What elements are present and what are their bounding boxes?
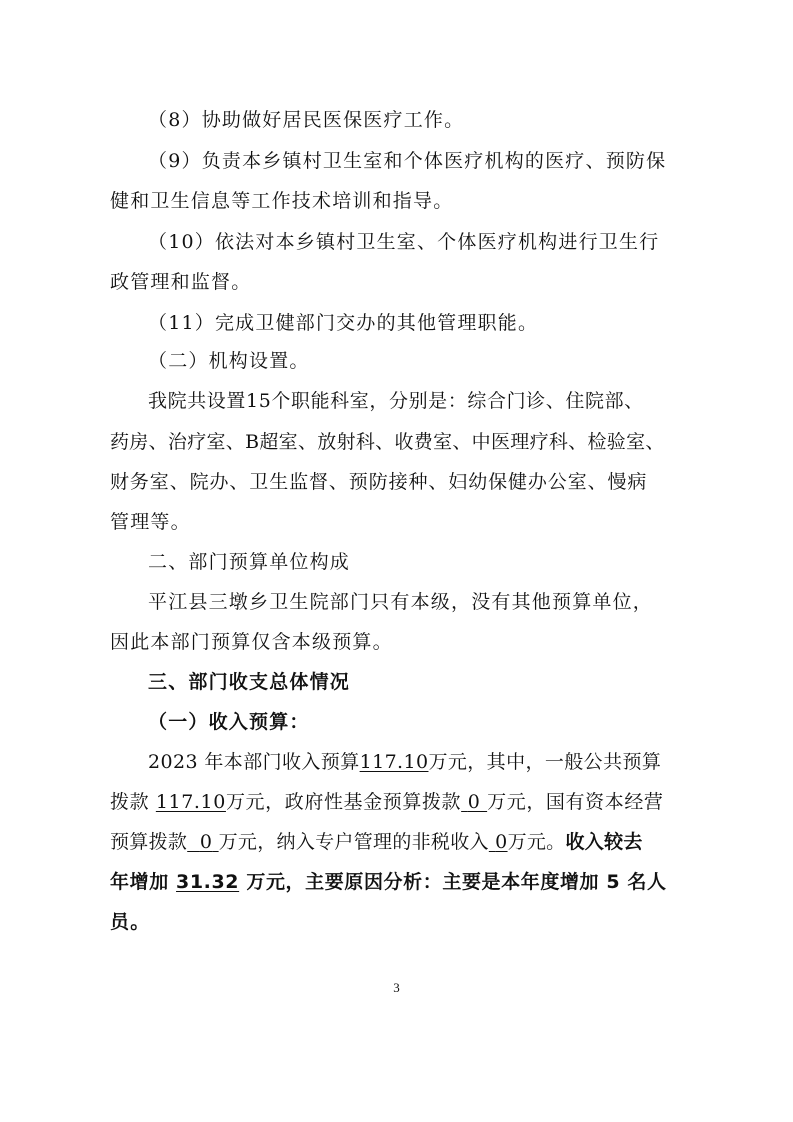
budget-value: 117.10 [155,791,226,813]
text-line: 政管理和监督。 [110,271,252,293]
budget-line [148,750,728,774]
budget-value: 0 [199,831,213,853]
text-line: （8）协助做好居民医保医疗工作。 [148,109,465,131]
text-line: （11）完成卫健部门交办的其他管理职能。 [148,312,539,334]
budget-value: 0 [467,791,481,813]
budget-text: 预算拨款 [110,831,188,853]
section-heading: （一）收入预算： [148,711,310,733]
budget-conclusion: 万元，主要原因分析：主要是本年度增加 5 名人 [246,871,667,893]
text-line: 健和卫生信息等工作技术培训和指导。 [110,190,454,212]
text-line: 管理等。 [110,511,191,533]
text-line: 因此本部门预算仅含本级预算。 [110,631,393,653]
text-line: 我院共设置15个职能科室，分别是：综合门诊、住院部、 [148,390,644,412]
text-line: （9）负责本乡镇村卫生室和个体医疗机构的医疗、预防保 [148,150,667,172]
text-line: 平江县三墩乡卫生院部门只有本级，没有其他预算单位， [148,591,654,613]
budget-text: 万元，其中，一般公共预算 [428,751,662,773]
budget-value: 31.32 [176,871,240,893]
text-line: （10）依法对本乡镇村卫生室、个体医疗机构进行卫生行 [148,231,660,253]
section-heading: （二）机构设置。 [148,350,310,372]
budget-line: 员。 [110,911,151,933]
budget-text: 万元，纳入专户管理的非税收入 [218,831,489,853]
budget-line [110,790,690,814]
budget-text: 万元，政府性基金预算拨款 [225,791,462,813]
budget-value: 0 [495,831,508,853]
text-line: 财务室、院办、卫生监督、预防接种、妇幼保健办公室、慢病 [110,471,648,493]
section-heading: 三、部门收支总体情况 [148,671,351,693]
budget-text: 拨款 [110,791,150,813]
budget-text: 万元，国有资本经营 [487,791,664,813]
page-number: 3 [393,980,400,995]
budget-conclusion: 年增加 [110,871,169,893]
budget-line [110,830,690,854]
budget-text: 2023 年本部门收入预算 [148,751,360,773]
budget-line [110,870,690,894]
section-heading: 二、部门预算单位构成 [148,551,351,573]
text-line: 药房、治疗室、B超室、放射科、收费室、中医理疗科、检验室、 [110,431,665,453]
budget-value: 117.10 [359,751,429,773]
budget-conclusion: 收入较去 [565,831,643,853]
budget-text: 万元。 [507,831,566,853]
